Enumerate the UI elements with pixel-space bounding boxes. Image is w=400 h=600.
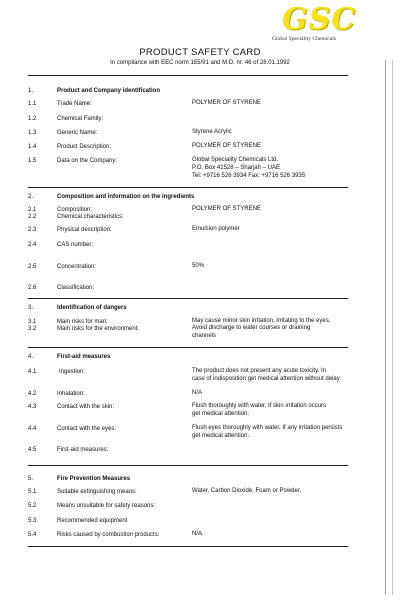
row-label: Main risks for man: bbox=[57, 319, 108, 325]
row-number: 2.5 bbox=[28, 264, 37, 270]
row-number: 2.1 bbox=[28, 207, 37, 213]
row-label: Means unsuitable for safety reasons: bbox=[57, 503, 156, 509]
row-number: 4.3 bbox=[28, 404, 37, 410]
row-value: 50% bbox=[192, 263, 205, 269]
row-number: 3.1 bbox=[28, 319, 37, 325]
row-label: Contact with the skin: bbox=[57, 404, 115, 410]
section-rule bbox=[28, 298, 348, 299]
row-number: 4.5 bbox=[28, 447, 37, 453]
logo-subtitle: Global Speciality Chemicals bbox=[272, 36, 337, 42]
section-number: 5. bbox=[28, 476, 34, 482]
row-value: Flush eyes thoroughly with water. If any irritation persists bbox=[192, 425, 343, 431]
section-number: 3. bbox=[28, 305, 34, 311]
page-edge-line bbox=[392, 60, 393, 595]
section-title: Product and Company identification bbox=[57, 88, 161, 94]
row-number: 5.2 bbox=[28, 503, 37, 509]
row-value: POLYMER OF STYRENE bbox=[192, 100, 261, 106]
row-label: Suitable extinguishing means: bbox=[57, 489, 137, 495]
row-value-line2: channels bbox=[192, 333, 217, 339]
row-label: Main risks for the environment. bbox=[57, 326, 140, 332]
row-label: Risks caused by combustion products: bbox=[57, 532, 160, 538]
row-label: Classification: bbox=[57, 285, 95, 291]
row-label: First-aid measures: bbox=[57, 447, 109, 453]
row-number: 1.3 bbox=[28, 130, 37, 136]
row-value: N/A bbox=[192, 390, 203, 396]
section-rule bbox=[28, 465, 348, 466]
row-number: 2.2 bbox=[28, 214, 37, 220]
row-number: 3.2 bbox=[28, 326, 37, 332]
row-label: Trade Name: bbox=[57, 101, 92, 107]
row-label: Ingestion: bbox=[59, 369, 86, 375]
row-label: Data on the Company: bbox=[57, 158, 118, 164]
section-number: 1. bbox=[28, 88, 34, 94]
row-number: 2.6 bbox=[28, 285, 37, 291]
row-number: 1.4 bbox=[28, 144, 37, 150]
logo-letters: GSC bbox=[282, 2, 357, 37]
section-number: 2. bbox=[28, 194, 34, 200]
row-value: Avoid discharge to water courses or draining bbox=[192, 325, 311, 331]
row-number: 1.2 bbox=[28, 116, 37, 122]
row-label: Concentration: bbox=[57, 264, 97, 270]
row-value: POLYMER OF STYRENE bbox=[192, 143, 261, 149]
row-value: Styrene Acrylic bbox=[192, 129, 232, 135]
row-number: 4.1 bbox=[28, 369, 37, 375]
row-label: Inhalation: bbox=[57, 391, 85, 397]
row-label: Composition: bbox=[57, 207, 93, 213]
page-edge-line bbox=[385, 60, 386, 595]
row-value: May cause minor skin irritation, irritating to the eyes. bbox=[192, 318, 331, 324]
row-label: CAS number: bbox=[57, 242, 94, 248]
row-label: Recommended equipment bbox=[57, 518, 128, 524]
section-title: Identification of dangers bbox=[57, 305, 127, 311]
section-number: 4. bbox=[28, 354, 34, 360]
row-value-line2: get medical attention. bbox=[192, 433, 250, 439]
row-number: 1.5 bbox=[28, 158, 37, 164]
row-label: Chemical characteristics: bbox=[57, 214, 124, 220]
row-value: N/A bbox=[192, 531, 203, 537]
row-label: Contact with the eyes: bbox=[57, 426, 117, 432]
row-number: 4.4 bbox=[28, 426, 37, 432]
document-title: PRODUCT SAFETY CARD bbox=[139, 47, 261, 58]
row-value-line2: get medical attention. bbox=[192, 411, 250, 417]
row-label: Chemical Family: bbox=[57, 116, 104, 122]
row-label: Physical description: bbox=[57, 227, 112, 233]
section-rule bbox=[28, 187, 348, 188]
section-rule bbox=[28, 546, 348, 547]
row-label: Generic Name: bbox=[57, 130, 98, 136]
row-value: Flush thoroughly with water. If skin irritation occurs bbox=[192, 403, 327, 409]
row-value-line2: case of indisposition get medical attention without delay bbox=[192, 376, 340, 382]
row-value: The product does not present any acute toxicity. In bbox=[192, 368, 326, 374]
section-title: Fire Prevention Measures bbox=[57, 476, 131, 482]
row-number: 2.4 bbox=[28, 242, 37, 248]
section-rule bbox=[28, 347, 348, 348]
row-value: Global Speciality Chemicals Ltd. bbox=[192, 157, 279, 163]
row-value-line3: Tel: +9716 526 3934 Fax: +9716 526 3935 bbox=[192, 173, 306, 179]
row-label: Product Description: bbox=[57, 144, 112, 150]
section-title: Composition and information on the ingredients bbox=[57, 194, 195, 200]
row-number: 1.1 bbox=[28, 101, 37, 107]
section-title: First-aid measures bbox=[57, 354, 111, 360]
row-value-line2: P.O. Box 41528 – Sharjah – UAE bbox=[192, 165, 280, 171]
row-number: 5.3 bbox=[28, 518, 37, 524]
section-rule bbox=[28, 75, 348, 76]
row-number: 5.1 bbox=[28, 489, 37, 495]
row-number: 2.3 bbox=[28, 227, 37, 233]
row-value: Emulsion polymer bbox=[192, 226, 240, 232]
row-value: Water, Carbon Dioxide, Foam or Powder. bbox=[192, 488, 302, 494]
row-number: 5.4 bbox=[28, 532, 37, 538]
row-value: POLYMER OF STYRENE bbox=[192, 206, 261, 212]
document-subtitle: In compliance with EEC norm 155/91 and M.D. nr. 46 of 28.01.1992 bbox=[110, 60, 290, 66]
company-logo bbox=[268, 2, 398, 48]
row-number: 4.2 bbox=[28, 391, 37, 397]
